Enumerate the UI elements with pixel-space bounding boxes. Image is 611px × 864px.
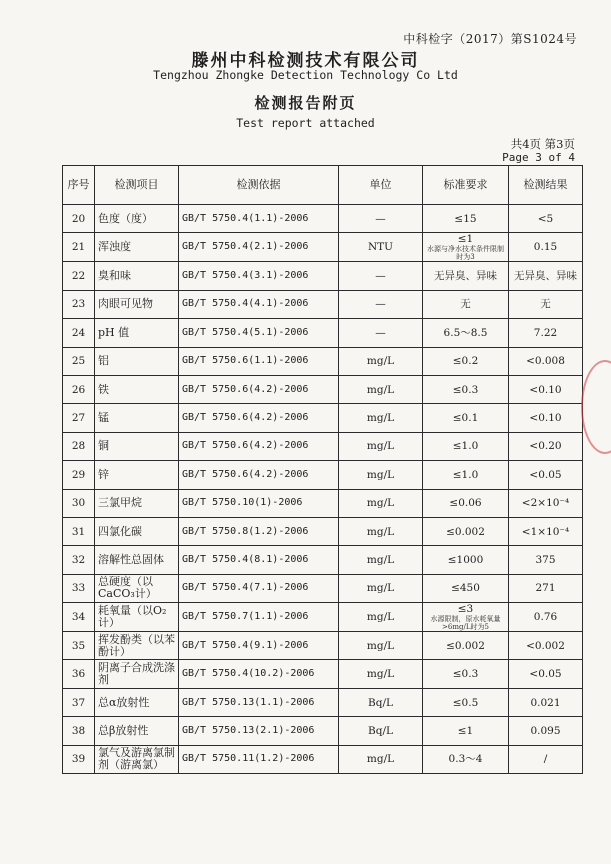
cell-result: <0.20 xyxy=(509,432,583,460)
cell-test-item: 铜 xyxy=(95,432,179,460)
cell-serial-no: 32 xyxy=(63,546,95,574)
cell-standard xyxy=(423,375,509,403)
cell-unit: mg/L xyxy=(339,432,423,460)
cell-test-basis: GB/T 5750.6(4.2)-2006 xyxy=(179,432,339,460)
cell-test-item: 锌 xyxy=(95,461,179,489)
cell-standard xyxy=(423,660,509,688)
cell-standard xyxy=(423,404,509,432)
header-test-item: 检测项目 xyxy=(95,166,179,205)
standard-value: ≤15 xyxy=(454,212,477,225)
cell-serial-no: 38 xyxy=(63,717,95,745)
cell-result: <0.05 xyxy=(509,660,583,688)
cell-test-basis: GB/T 5750.4(1.1)-2006 xyxy=(179,205,339,233)
cell-unit: mg/L xyxy=(339,517,423,545)
standard-value: 0.3～4 xyxy=(448,753,483,766)
cell-unit: mg/L xyxy=(339,489,423,517)
cell-result: <0.008 xyxy=(509,347,583,375)
cell-standard xyxy=(423,262,509,290)
cell-serial-no: 21 xyxy=(63,233,95,262)
cell-result: 无 xyxy=(509,290,583,318)
cell-test-basis: GB/T 5750.11(1.2)-2006 xyxy=(179,745,339,773)
cell-test-basis: GB/T 5750.6(1.1)-2006 xyxy=(179,347,339,375)
standard-value: ≤0.002 xyxy=(446,639,485,652)
cell-test-item: pH 值 xyxy=(95,319,179,347)
cell-standard xyxy=(423,205,509,233)
cell-test-basis: GB/T 5750.4(8.1)-2006 xyxy=(179,546,339,574)
standard-value: ≤0.3 xyxy=(452,668,479,681)
header-standard: 标准要求 xyxy=(423,166,509,205)
cell-test-basis: GB/T 5750.4(2.1)-2006 xyxy=(179,233,339,262)
cell-unit: Bq/L xyxy=(339,717,423,745)
company-name-cn: 滕州中科检测技术有限公司 xyxy=(191,51,420,71)
standard-value: ≤450 xyxy=(451,582,480,595)
table-row xyxy=(63,347,583,375)
cell-serial-no: 23 xyxy=(63,290,95,318)
cell-test-basis: GB/T 5750.4(9.1)-2006 xyxy=(179,632,339,660)
cell-test-item: 总β放射性 xyxy=(95,717,179,745)
cell-test-item: 铝 xyxy=(95,347,179,375)
table-row xyxy=(63,319,583,347)
cell-serial-no: 26 xyxy=(63,375,95,403)
cell-result: <0.10 xyxy=(509,404,583,432)
standard-value: ≤1.0 xyxy=(452,440,479,453)
cell-test-basis: GB/T 5750.6(4.2)-2006 xyxy=(179,375,339,403)
cell-test-basis: GB/T 5750.4(4.1)-2006 xyxy=(179,290,339,318)
table-row xyxy=(63,546,583,574)
standard-value: ≤0.002 xyxy=(446,525,485,538)
cell-result: 375 xyxy=(509,546,583,574)
cell-test-item: 总α放射性 xyxy=(95,688,179,716)
header-result: 检测结果 xyxy=(509,166,583,205)
cell-unit: Bq/L xyxy=(339,688,423,716)
cell-serial-no: 36 xyxy=(63,660,95,688)
cell-test-item: 氯气及游离氯制剂（游离氯） xyxy=(95,745,179,773)
cell-serial-no: 29 xyxy=(63,461,95,489)
cell-result: <0.002 xyxy=(509,632,583,660)
cell-result: 7.22 xyxy=(509,319,583,347)
cell-test-basis: GB/T 5750.13(2.1)-2006 xyxy=(179,717,339,745)
report-title-en: Test report attached xyxy=(236,116,375,130)
cell-result: <0.05 xyxy=(509,461,583,489)
table-row xyxy=(63,375,583,403)
cell-unit: mg/L xyxy=(339,404,423,432)
cell-unit: — xyxy=(339,290,423,318)
cell-result: 无异臭、异味 xyxy=(509,262,583,290)
cell-test-item: 总硬度（以CaCO₃计） xyxy=(95,574,179,602)
standard-note: 水源限制，原水耗氧量>6mg/L时为5 xyxy=(430,615,501,632)
cell-standard xyxy=(423,688,509,716)
cell-standard xyxy=(423,546,509,574)
red-seal-stamp xyxy=(581,360,611,454)
cell-serial-no: 39 xyxy=(63,745,95,773)
cell-result: <5 xyxy=(509,205,583,233)
document-number: 中科检字（2017）第S1024号 xyxy=(403,32,577,46)
table-row xyxy=(63,688,583,716)
table-row xyxy=(63,489,583,517)
cell-unit: mg/L xyxy=(339,574,423,602)
cell-unit: mg/L xyxy=(339,461,423,489)
cell-standard xyxy=(423,319,509,347)
table-row xyxy=(63,262,583,290)
cell-test-item: 色度（度） xyxy=(95,205,179,233)
table-row xyxy=(63,205,583,233)
standard-value: ≤0.2 xyxy=(452,355,479,368)
page-indicator-cn: 共4页 第3页 xyxy=(510,137,575,151)
cell-standard xyxy=(423,347,509,375)
cell-serial-no: 20 xyxy=(63,205,95,233)
cell-standard xyxy=(423,745,509,773)
cell-result: / xyxy=(509,745,583,773)
table-row xyxy=(63,404,583,432)
cell-test-basis: GB/T 5750.4(3.1)-2006 xyxy=(179,262,339,290)
cell-standard xyxy=(423,717,509,745)
cell-test-item: 肉眼可见物 xyxy=(95,290,179,318)
cell-unit: NTU xyxy=(339,233,423,262)
cell-test-item: 阴离子合成洗涤剂 xyxy=(95,660,179,688)
cell-result: 0.76 xyxy=(509,603,583,632)
cell-test-basis: GB/T 5750.10(1)-2006 xyxy=(179,489,339,517)
cell-result: <0.10 xyxy=(509,375,583,403)
table-row xyxy=(63,517,583,545)
standard-value: 无 xyxy=(460,298,471,311)
standard-value: ≤1.0 xyxy=(452,468,479,481)
cell-result: 271 xyxy=(509,574,583,602)
standard-value: ≤0.1 xyxy=(452,412,479,425)
standard-value: ≤1 xyxy=(457,233,474,246)
cell-test-item: 浑浊度 xyxy=(95,233,179,262)
cell-standard xyxy=(423,233,509,262)
table-row xyxy=(63,660,583,688)
cell-serial-no: 35 xyxy=(63,632,95,660)
cell-standard xyxy=(423,574,509,602)
cell-test-item: 铁 xyxy=(95,375,179,403)
header-unit: 单位 xyxy=(339,166,423,205)
cell-test-basis: GB/T 5750.6(4.2)-2006 xyxy=(179,461,339,489)
cell-result: 0.15 xyxy=(509,233,583,262)
header-test-basis: 检测依据 xyxy=(179,166,339,205)
cell-result: <1×10⁻⁴ xyxy=(509,517,583,545)
cell-standard xyxy=(423,603,509,632)
cell-serial-no: 33 xyxy=(63,574,95,602)
cell-test-basis: GB/T 5750.13(1.1)-2006 xyxy=(179,688,339,716)
table-row xyxy=(63,574,583,602)
standard-value: ≤0.5 xyxy=(452,696,479,709)
cell-test-item: 锰 xyxy=(95,404,179,432)
cell-standard xyxy=(423,489,509,517)
cell-serial-no: 31 xyxy=(63,517,95,545)
cell-unit: mg/L xyxy=(339,745,423,773)
cell-standard xyxy=(423,290,509,318)
cell-unit: mg/L xyxy=(339,632,423,660)
cell-standard xyxy=(423,632,509,660)
cell-serial-no: 27 xyxy=(63,404,95,432)
cell-unit: — xyxy=(339,205,423,233)
standard-value: ≤0.06 xyxy=(449,497,482,510)
table-row xyxy=(63,632,583,660)
cell-unit: mg/L xyxy=(339,546,423,574)
cell-unit: mg/L xyxy=(339,347,423,375)
cell-result: <2×10⁻⁴ xyxy=(509,489,583,517)
table-row xyxy=(63,461,583,489)
standard-note: 水源与净水技术条件限制时为3 xyxy=(427,245,504,262)
cell-test-basis: GB/T 5750.7(1.1)-2006 xyxy=(179,603,339,632)
standard-value: 6.5～8.5 xyxy=(443,326,488,339)
cell-test-item: 溶解性总固体 xyxy=(95,546,179,574)
cell-unit: — xyxy=(339,319,423,347)
cell-test-item: 挥发酚类（以苯酚计） xyxy=(95,632,179,660)
cell-test-item: 三氯甲烷 xyxy=(95,489,179,517)
cell-standard xyxy=(423,432,509,460)
cell-serial-no: 25 xyxy=(63,347,95,375)
cell-test-basis: GB/T 5750.8(1.2)-2006 xyxy=(179,517,339,545)
standard-value: ≤0.3 xyxy=(452,383,479,396)
company-name-en: Tengzhou Zhongke Detection Technology Co Ltd xyxy=(153,68,458,82)
cell-result: 0.021 xyxy=(509,688,583,716)
cell-serial-no: 34 xyxy=(63,603,95,632)
cell-test-basis: GB/T 5750.4(5.1)-2006 xyxy=(179,319,339,347)
header-serial-no: 序号 xyxy=(63,166,95,205)
table-header-row xyxy=(63,166,583,205)
table-row xyxy=(63,233,583,262)
cell-test-item: 耗氧量（以O₂计） xyxy=(95,603,179,632)
cell-serial-no: 22 xyxy=(63,262,95,290)
cell-standard xyxy=(423,517,509,545)
cell-test-basis: GB/T 5750.6(4.2)-2006 xyxy=(179,404,339,432)
cell-test-basis: GB/T 5750.4(10.2)-2006 xyxy=(179,660,339,688)
page-indicator-en: Page 3 of 4 xyxy=(502,151,575,164)
cell-test-item: 臭和味 xyxy=(95,262,179,290)
cell-unit: mg/L xyxy=(339,603,423,632)
cell-serial-no: 24 xyxy=(63,319,95,347)
standard-value: ≤1 xyxy=(457,724,474,737)
cell-unit: mg/L xyxy=(339,375,423,403)
standard-value: 无异臭、异味 xyxy=(434,270,497,283)
cell-test-basis: GB/T 5750.4(7.1)-2006 xyxy=(179,574,339,602)
table-row xyxy=(63,603,583,632)
standard-value: ≤1000 xyxy=(447,553,484,566)
results-table xyxy=(62,165,583,774)
cell-test-item: 四氯化碳 xyxy=(95,517,179,545)
cell-result: 0.095 xyxy=(509,717,583,745)
cell-serial-no: 30 xyxy=(63,489,95,517)
standard-value: ≤3 xyxy=(457,603,474,616)
cell-standard xyxy=(423,461,509,489)
cell-unit: — xyxy=(339,262,423,290)
cell-serial-no: 37 xyxy=(63,688,95,716)
table-row xyxy=(63,432,583,460)
report-title-cn: 检测报告附页 xyxy=(254,94,357,112)
cell-serial-no: 28 xyxy=(63,432,95,460)
table-row xyxy=(63,745,583,773)
cell-unit: mg/L xyxy=(339,660,423,688)
table-row xyxy=(63,290,583,318)
table-row xyxy=(63,717,583,745)
